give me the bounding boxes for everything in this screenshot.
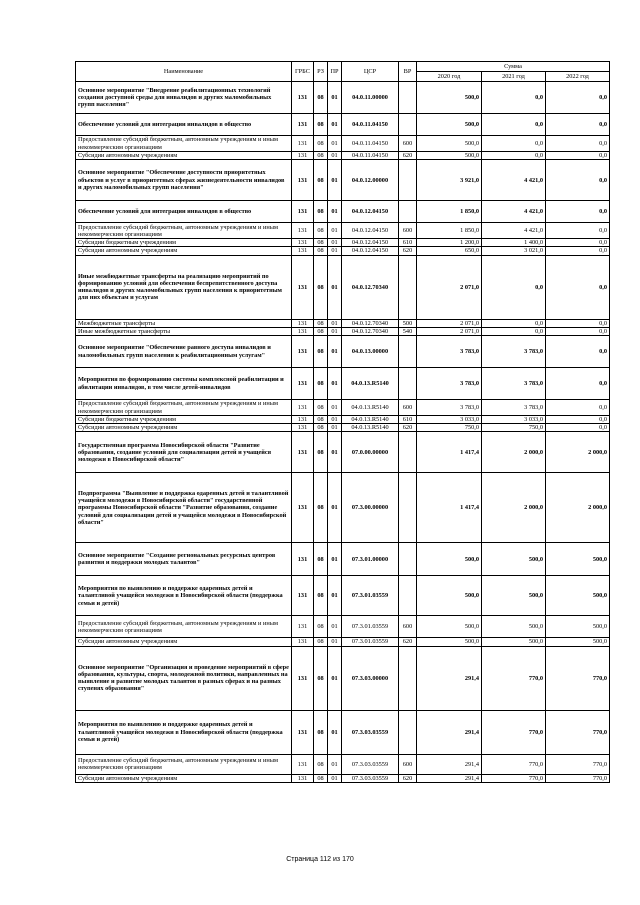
cell-grbs: 131 xyxy=(292,616,314,638)
cell-name: Иные межбюджетные трансферты на реализацию мероприятий по формированию условий для обеспечения беспрепятственного доступа инвалидов и других маломобильных групп населения к приоритетным для них объектам и услугам xyxy=(76,255,292,319)
cell-csr: 07.3.01.03559 xyxy=(342,616,399,638)
cell-pr: 01 xyxy=(328,754,342,774)
cell-sum-2022: 0,0 xyxy=(546,201,610,223)
table-row xyxy=(76,432,610,473)
cell-rz: 08 xyxy=(314,247,328,255)
cell-rz: 08 xyxy=(314,201,328,223)
cell-csr: 07.3.01.00000 xyxy=(342,543,399,576)
cell-sum-2021: 0,0 xyxy=(482,152,546,160)
cell-name: Субсидии автономным учреждениям xyxy=(76,152,292,160)
cell-sum-2020: 1 850,0 xyxy=(417,201,482,223)
table-row xyxy=(76,152,610,160)
cell-sum-2022: 2 000,0 xyxy=(546,473,610,543)
header-vr: ВР xyxy=(399,62,417,82)
cell-grbs: 131 xyxy=(292,82,314,114)
cell-csr: 04.0.13.00000 xyxy=(342,336,399,368)
cell-sum-2021: 770,0 xyxy=(482,774,546,782)
cell-name: Мероприятия по выявлению и поддержке одаренных детей и талантливой учащейся молодежи в Новосибирской области (поддержка семьи и детей) xyxy=(76,710,292,754)
cell-csr: 04.0.12.04150 xyxy=(342,239,399,247)
cell-grbs: 131 xyxy=(292,319,314,327)
cell-sum-2020: 750,0 xyxy=(417,424,482,432)
cell-sum-2021: 3 033,0 xyxy=(482,416,546,424)
cell-sum-2021: 2 000,0 xyxy=(482,432,546,473)
cell-name: Субсидии автономным учреждениям xyxy=(76,774,292,782)
cell-pr: 01 xyxy=(328,774,342,782)
cell-vr xyxy=(399,368,417,400)
cell-csr: 07.3.03.03559 xyxy=(342,754,399,774)
cell-pr: 01 xyxy=(328,710,342,754)
cell-name: Основное мероприятие "Обеспечение доступности приоритетных объектов и услуг в приоритетных сферах жизнедеятельности инвалидов и других маломобильных групп населения" xyxy=(76,160,292,201)
cell-sum-2022: 0,0 xyxy=(546,327,610,335)
cell-grbs: 131 xyxy=(292,152,314,160)
cell-rz: 08 xyxy=(314,136,328,152)
cell-sum-2020: 291,4 xyxy=(417,774,482,782)
cell-pr: 01 xyxy=(328,223,342,239)
cell-vr: 600 xyxy=(399,223,417,239)
table-row xyxy=(76,576,610,616)
cell-sum-2020: 500,0 xyxy=(417,543,482,576)
cell-sum-2022: 500,0 xyxy=(546,616,610,638)
header-year-2022: 2022 год xyxy=(546,72,610,82)
cell-vr xyxy=(399,255,417,319)
cell-name: Основное мероприятие "Внедрение реабилитационных технологий создания доступной среды для инвалидов и других маломобильных групп населения" xyxy=(76,82,292,114)
cell-sum-2020: 500,0 xyxy=(417,576,482,616)
cell-pr: 01 xyxy=(328,327,342,335)
cell-sum-2020: 500,0 xyxy=(417,114,482,136)
table-body xyxy=(76,82,610,783)
cell-sum-2020: 500,0 xyxy=(417,152,482,160)
cell-sum-2021: 770,0 xyxy=(482,754,546,774)
cell-sum-2021: 500,0 xyxy=(482,638,546,646)
table-row xyxy=(76,114,610,136)
header-year-2020: 2020 год xyxy=(417,72,482,82)
cell-vr xyxy=(399,160,417,201)
cell-sum-2021: 0,0 xyxy=(482,327,546,335)
cell-rz: 08 xyxy=(314,255,328,319)
cell-rz: 08 xyxy=(314,239,328,247)
cell-sum-2020: 2 071,0 xyxy=(417,255,482,319)
cell-rz: 08 xyxy=(314,223,328,239)
cell-grbs: 131 xyxy=(292,336,314,368)
cell-rz: 08 xyxy=(314,416,328,424)
cell-sum-2021: 0,0 xyxy=(482,255,546,319)
cell-vr: 600 xyxy=(399,400,417,416)
table-row xyxy=(76,160,610,201)
cell-sum-2020: 1 200,0 xyxy=(417,239,482,247)
cell-name: Субсидии бюджетным учреждениям xyxy=(76,239,292,247)
cell-rz: 08 xyxy=(314,774,328,782)
cell-vr: 600 xyxy=(399,754,417,774)
cell-csr: 04.0.12.00000 xyxy=(342,160,399,201)
cell-csr: 07.0.00.00000 xyxy=(342,432,399,473)
cell-rz: 08 xyxy=(314,638,328,646)
header-name: Наименование xyxy=(76,62,292,82)
table-header xyxy=(76,62,610,82)
cell-name: Предоставление субсидий бюджетным, автономным учреждениям и иным некоммерческим организациям xyxy=(76,136,292,152)
cell-sum-2021: 4 421,0 xyxy=(482,160,546,201)
cell-sum-2020: 3 783,0 xyxy=(417,400,482,416)
cell-grbs: 131 xyxy=(292,576,314,616)
cell-sum-2021: 1 400,0 xyxy=(482,239,546,247)
cell-vr: 500 xyxy=(399,319,417,327)
cell-csr: 04.0.13.R5140 xyxy=(342,368,399,400)
cell-sum-2021: 3 783,0 xyxy=(482,368,546,400)
cell-rz: 08 xyxy=(314,114,328,136)
cell-rz: 08 xyxy=(314,82,328,114)
cell-name: Обеспечение условий для интеграции инвалидов в общество xyxy=(76,201,292,223)
page-number: Страница 112 из 170 xyxy=(286,856,354,863)
cell-rz: 08 xyxy=(314,473,328,543)
cell-pr: 01 xyxy=(328,201,342,223)
cell-sum-2022: 0,0 xyxy=(546,424,610,432)
cell-csr: 04.0.13.R5140 xyxy=(342,400,399,416)
table-row xyxy=(76,223,610,239)
cell-vr: 610 xyxy=(399,239,417,247)
cell-csr: 04.0.11.04150 xyxy=(342,114,399,136)
cell-sum-2022: 770,0 xyxy=(546,710,610,754)
cell-vr xyxy=(399,710,417,754)
cell-vr xyxy=(399,82,417,114)
cell-csr: 07.3.03.00000 xyxy=(342,646,399,710)
cell-sum-2021: 0,0 xyxy=(482,136,546,152)
cell-grbs: 131 xyxy=(292,543,314,576)
cell-sum-2022: 0,0 xyxy=(546,416,610,424)
cell-vr: 620 xyxy=(399,638,417,646)
cell-grbs: 131 xyxy=(292,424,314,432)
cell-sum-2022: 0,0 xyxy=(546,368,610,400)
table-row xyxy=(76,416,610,424)
table-row xyxy=(76,424,610,432)
header-pr: ПР xyxy=(328,62,342,82)
cell-pr: 01 xyxy=(328,638,342,646)
cell-vr: 620 xyxy=(399,774,417,782)
cell-name: Предоставление субсидий бюджетным, автономным учреждениям и иным некоммерческим организациям xyxy=(76,223,292,239)
cell-grbs: 131 xyxy=(292,136,314,152)
cell-pr: 01 xyxy=(328,160,342,201)
cell-sum-2022: 0,0 xyxy=(546,160,610,201)
budget-table xyxy=(75,61,610,783)
cell-grbs: 131 xyxy=(292,255,314,319)
cell-rz: 08 xyxy=(314,319,328,327)
cell-csr: 04.0.12.70340 xyxy=(342,327,399,335)
cell-sum-2020: 2 071,0 xyxy=(417,327,482,335)
cell-grbs: 131 xyxy=(292,710,314,754)
cell-grbs: 131 xyxy=(292,638,314,646)
cell-name: Иные межбюджетные трансферты xyxy=(76,327,292,335)
cell-pr: 01 xyxy=(328,114,342,136)
cell-grbs: 131 xyxy=(292,247,314,255)
cell-sum-2021: 770,0 xyxy=(482,710,546,754)
cell-sum-2021: 4 421,0 xyxy=(482,201,546,223)
cell-sum-2020: 650,0 xyxy=(417,247,482,255)
cell-pr: 01 xyxy=(328,424,342,432)
table-row xyxy=(76,327,610,335)
cell-name: Основное мероприятие "Обеспечение равного доступа инвалидов и маломобильных групп населения к реабилитационным услугам" xyxy=(76,336,292,368)
cell-grbs: 131 xyxy=(292,201,314,223)
cell-pr: 01 xyxy=(328,336,342,368)
cell-pr: 01 xyxy=(328,136,342,152)
cell-pr: 01 xyxy=(328,82,342,114)
cell-name: Подпрограмма "Выявление и поддержка одаренных детей и талантливой учащейся молодежи в Новосибирской области" государственной программы Новосибирской области "Развитие образования, создание условий для социализации детей и учащейся молодежи в Новосибирской области" xyxy=(76,473,292,543)
cell-rz: 08 xyxy=(314,754,328,774)
cell-pr: 01 xyxy=(328,432,342,473)
cell-grbs: 131 xyxy=(292,774,314,782)
cell-pr: 01 xyxy=(328,152,342,160)
cell-name: Предоставление субсидий бюджетным, автономным учреждениям и иным некоммерческим организациям xyxy=(76,400,292,416)
cell-sum-2022: 0,0 xyxy=(546,239,610,247)
cell-sum-2022: 0,0 xyxy=(546,400,610,416)
cell-name: Предоставление субсидий бюджетным, автономным учреждениям и иным некоммерческим организациям xyxy=(76,616,292,638)
cell-pr: 01 xyxy=(328,576,342,616)
cell-sum-2021: 4 421,0 xyxy=(482,223,546,239)
cell-csr: 04.0.12.04150 xyxy=(342,247,399,255)
cell-pr: 01 xyxy=(328,239,342,247)
cell-name: Основное мероприятие "Организация и проведение мероприятий в сфере образования, культуры, спорта, молодежной политики, направленных на выявление и развитие молодых талантов в разных сферах и на разных ступенях образования" xyxy=(76,646,292,710)
table-row xyxy=(76,201,610,223)
cell-name: Государственная программа Новосибирской области "Развитие образования, создание условий для социализации детей и учащейся молодежи в Новосибирской области" xyxy=(76,432,292,473)
cell-csr: 04.0.12.04150 xyxy=(342,201,399,223)
cell-csr: 04.0.11.00000 xyxy=(342,82,399,114)
cell-sum-2022: 500,0 xyxy=(546,576,610,616)
cell-sum-2020: 500,0 xyxy=(417,82,482,114)
cell-rz: 08 xyxy=(314,336,328,368)
cell-name: Обеспечение условий для интеграции инвалидов в общество xyxy=(76,114,292,136)
table-row xyxy=(76,638,610,646)
table-row xyxy=(76,754,610,774)
cell-sum-2021: 3 021,0 xyxy=(482,247,546,255)
cell-sum-2021: 500,0 xyxy=(482,576,546,616)
cell-sum-2020: 291,4 xyxy=(417,754,482,774)
cell-grbs: 131 xyxy=(292,368,314,400)
cell-sum-2021: 750,0 xyxy=(482,424,546,432)
table-row xyxy=(76,336,610,368)
cell-csr: 07.3.03.03559 xyxy=(342,774,399,782)
cell-sum-2022: 0,0 xyxy=(546,136,610,152)
header-sum: Сумма xyxy=(417,62,610,72)
cell-csr: 04.0.11.04150 xyxy=(342,136,399,152)
cell-vr xyxy=(399,336,417,368)
table-row xyxy=(76,255,610,319)
cell-sum-2021: 0,0 xyxy=(482,114,546,136)
cell-pr: 01 xyxy=(328,368,342,400)
cell-vr xyxy=(399,114,417,136)
cell-vr xyxy=(399,201,417,223)
cell-sum-2022: 0,0 xyxy=(546,255,610,319)
cell-csr: 07.3.00.00000 xyxy=(342,473,399,543)
table-row xyxy=(76,239,610,247)
cell-sum-2022: 770,0 xyxy=(546,646,610,710)
cell-sum-2020: 291,4 xyxy=(417,646,482,710)
cell-csr: 07.3.03.03559 xyxy=(342,710,399,754)
table-row xyxy=(76,774,610,782)
cell-grbs: 131 xyxy=(292,160,314,201)
cell-sum-2021: 770,0 xyxy=(482,646,546,710)
header-year-2021: 2021 год xyxy=(482,72,546,82)
cell-vr: 600 xyxy=(399,136,417,152)
cell-rz: 08 xyxy=(314,616,328,638)
cell-name: Субсидии бюджетным учреждениям xyxy=(76,416,292,424)
table-row xyxy=(76,646,610,710)
cell-csr: 04.0.11.04150 xyxy=(342,152,399,160)
table-row xyxy=(76,247,610,255)
cell-pr: 01 xyxy=(328,319,342,327)
cell-rz: 08 xyxy=(314,543,328,576)
cell-sum-2022: 500,0 xyxy=(546,638,610,646)
cell-name: Межбюджетные трансферты xyxy=(76,319,292,327)
cell-grbs: 131 xyxy=(292,239,314,247)
cell-sum-2021: 500,0 xyxy=(482,616,546,638)
table-row xyxy=(76,400,610,416)
cell-sum-2020: 1 850,0 xyxy=(417,223,482,239)
cell-rz: 08 xyxy=(314,710,328,754)
cell-sum-2021: 0,0 xyxy=(482,82,546,114)
header-csr: ЦСР xyxy=(342,62,399,82)
cell-rz: 08 xyxy=(314,160,328,201)
cell-sum-2022: 0,0 xyxy=(546,82,610,114)
cell-grbs: 131 xyxy=(292,114,314,136)
cell-name: Предоставление субсидий бюджетным, автономным учреждениям и иным некоммерческим организациям xyxy=(76,754,292,774)
table-row xyxy=(76,543,610,576)
cell-sum-2022: 770,0 xyxy=(546,774,610,782)
cell-sum-2022: 500,0 xyxy=(546,543,610,576)
cell-grbs: 131 xyxy=(292,646,314,710)
cell-sum-2021: 500,0 xyxy=(482,543,546,576)
cell-sum-2020: 3 783,0 xyxy=(417,336,482,368)
table-row xyxy=(76,473,610,543)
cell-pr: 01 xyxy=(328,616,342,638)
cell-sum-2020: 3 921,0 xyxy=(417,160,482,201)
cell-sum-2020: 1 417,4 xyxy=(417,473,482,543)
cell-csr: 07.3.01.03559 xyxy=(342,638,399,646)
cell-grbs: 131 xyxy=(292,223,314,239)
cell-name: Субсидии автономным учреждениям xyxy=(76,247,292,255)
cell-vr: 600 xyxy=(399,616,417,638)
cell-name: Мероприятия по выявлению и поддержке одаренных детей и талантливой учащейся молодежи в Новосибирской области (поддержка семьи и детей) xyxy=(76,576,292,616)
cell-vr xyxy=(399,473,417,543)
cell-grbs: 131 xyxy=(292,327,314,335)
cell-sum-2020: 500,0 xyxy=(417,136,482,152)
cell-csr: 04.0.12.70340 xyxy=(342,319,399,327)
cell-rz: 08 xyxy=(314,424,328,432)
budget-table-sheet xyxy=(75,61,609,783)
cell-grbs: 131 xyxy=(292,400,314,416)
cell-pr: 01 xyxy=(328,255,342,319)
cell-name: Субсидии автономным учреждениям xyxy=(76,638,292,646)
cell-name: Мероприятия по формированию системы комплексной реабилитации и абилитации инвалидов, в том числе детей-инвалидов xyxy=(76,368,292,400)
cell-sum-2022: 0,0 xyxy=(546,319,610,327)
table-row xyxy=(76,319,610,327)
cell-vr: 620 xyxy=(399,152,417,160)
cell-csr: 04.0.12.04150 xyxy=(342,223,399,239)
cell-rz: 08 xyxy=(314,432,328,473)
cell-pr: 01 xyxy=(328,543,342,576)
cell-sum-2021: 0,0 xyxy=(482,319,546,327)
cell-vr: 620 xyxy=(399,424,417,432)
cell-vr xyxy=(399,576,417,616)
cell-csr: 07.3.01.03559 xyxy=(342,576,399,616)
cell-grbs: 131 xyxy=(292,473,314,543)
cell-sum-2020: 3 783,0 xyxy=(417,368,482,400)
cell-sum-2021: 2 000,0 xyxy=(482,473,546,543)
cell-vr xyxy=(399,432,417,473)
cell-sum-2022: 0,0 xyxy=(546,152,610,160)
cell-name: Субсидии автономным учреждениям xyxy=(76,424,292,432)
cell-csr: 04.0.13.R5140 xyxy=(342,416,399,424)
cell-sum-2020: 3 033,0 xyxy=(417,416,482,424)
header-rz: РЗ xyxy=(314,62,328,82)
cell-vr xyxy=(399,646,417,710)
cell-sum-2021: 3 783,0 xyxy=(482,400,546,416)
table-row xyxy=(76,136,610,152)
cell-sum-2020: 291,4 xyxy=(417,710,482,754)
table-row xyxy=(76,368,610,400)
cell-sum-2022: 2 000,0 xyxy=(546,432,610,473)
cell-rz: 08 xyxy=(314,152,328,160)
cell-pr: 01 xyxy=(328,646,342,710)
cell-vr: 620 xyxy=(399,247,417,255)
cell-grbs: 131 xyxy=(292,432,314,473)
cell-sum-2020: 500,0 xyxy=(417,616,482,638)
cell-sum-2022: 0,0 xyxy=(546,336,610,368)
cell-grbs: 131 xyxy=(292,416,314,424)
cell-grbs: 131 xyxy=(292,754,314,774)
cell-sum-2020: 2 071,0 xyxy=(417,319,482,327)
cell-rz: 08 xyxy=(314,576,328,616)
header-grbs: ГРБС xyxy=(292,62,314,82)
table-row xyxy=(76,82,610,114)
cell-rz: 08 xyxy=(314,368,328,400)
cell-pr: 01 xyxy=(328,400,342,416)
cell-sum-2021: 3 783,0 xyxy=(482,336,546,368)
cell-vr: 540 xyxy=(399,327,417,335)
cell-name: Основное мероприятие "Создание региональных ресурсных центров развития и поддержки молодых талантов" xyxy=(76,543,292,576)
cell-rz: 08 xyxy=(314,646,328,710)
cell-rz: 08 xyxy=(314,327,328,335)
cell-sum-2020: 500,0 xyxy=(417,638,482,646)
cell-pr: 01 xyxy=(328,473,342,543)
cell-sum-2022: 0,0 xyxy=(546,114,610,136)
cell-csr: 04.0.12.70340 xyxy=(342,255,399,319)
cell-sum-2022: 0,0 xyxy=(546,247,610,255)
cell-pr: 01 xyxy=(328,416,342,424)
table-row xyxy=(76,710,610,754)
cell-pr: 01 xyxy=(328,247,342,255)
cell-rz: 08 xyxy=(314,400,328,416)
cell-vr: 610 xyxy=(399,416,417,424)
cell-sum-2022: 0,0 xyxy=(546,223,610,239)
cell-sum-2020: 1 417,4 xyxy=(417,432,482,473)
table-row xyxy=(76,616,610,638)
cell-csr: 04.0.13.R5140 xyxy=(342,424,399,432)
cell-vr xyxy=(399,543,417,576)
cell-sum-2022: 770,0 xyxy=(546,754,610,774)
